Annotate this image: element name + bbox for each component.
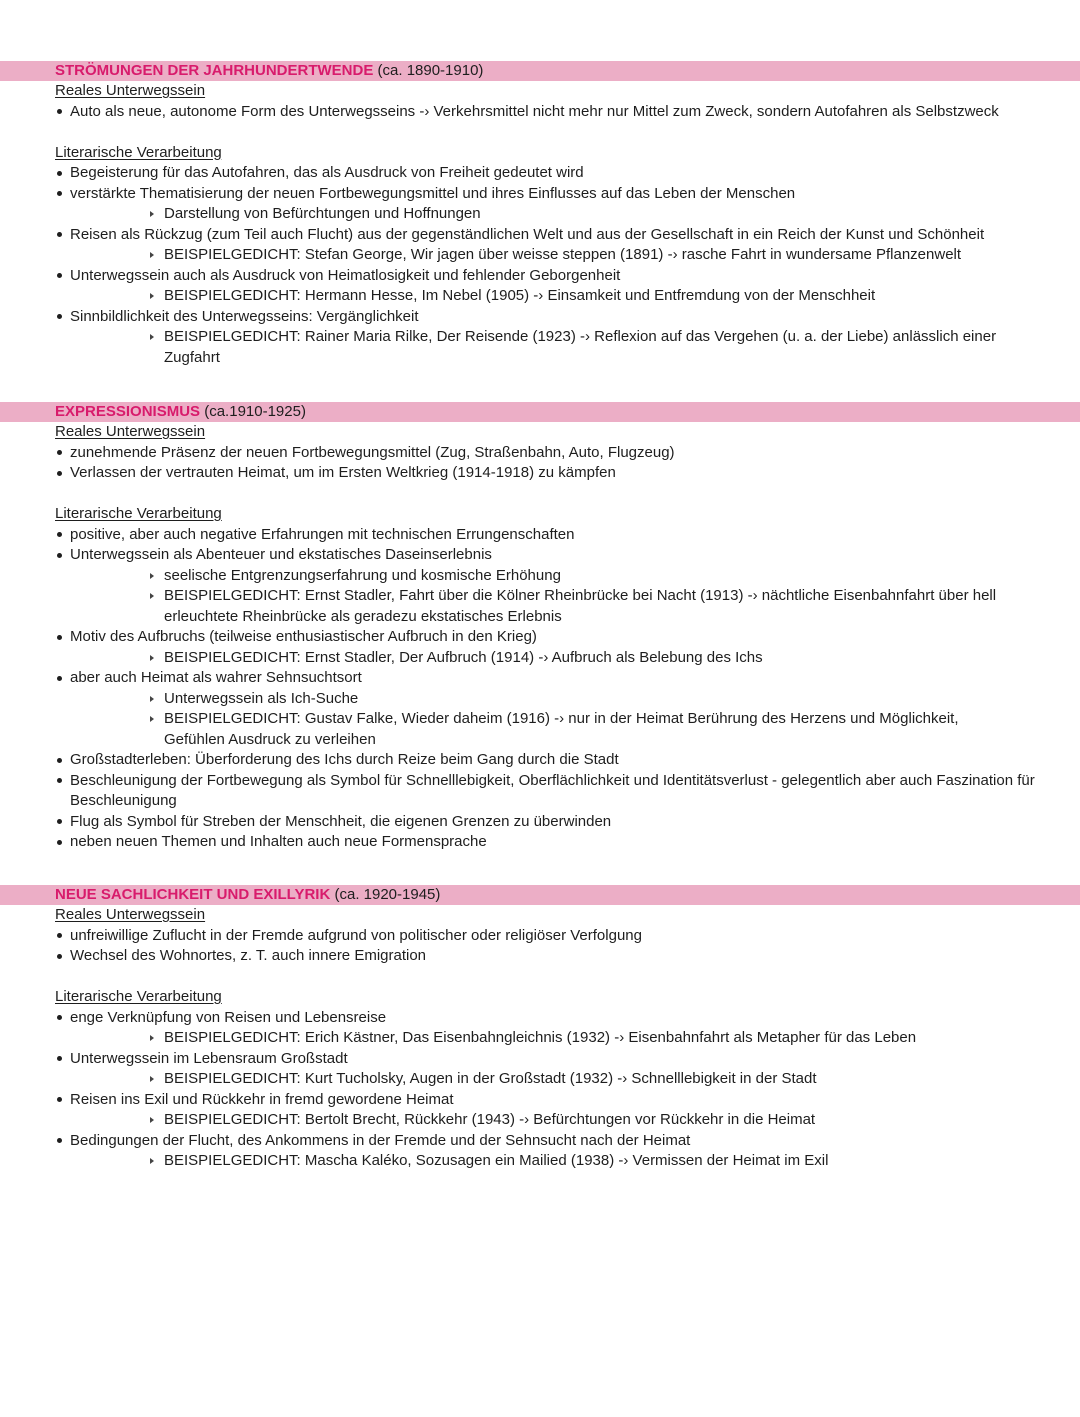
bullet-item: aber auch Heimat als wahrer Sehnsuchtsort: [0, 668, 1080, 689]
literary-list: [0, 1008, 1080, 1172]
bullet-item: neben neuen Themen und Inhalten auch neue Formensprache: [0, 832, 1080, 853]
bullet-item: Motiv des Aufbruchs (teilweise enthusiastischer Aufbruch in den Krieg): [0, 627, 1080, 648]
spacer: [0, 122, 1080, 143]
subheading-real: Reales Unterwegssein: [55, 82, 206, 99]
spacer: [0, 484, 1080, 505]
sub-bullet-item: BEISPIELGEDICHT: Gustav Falke, Wieder daheim (1916) -› nur in der Heimat Berührung des Herzens und Möglichkeit, Gefühlen Ausdruck zu verleihen: [0, 709, 1080, 750]
bullet-item: unfreiwillige Zuflucht in der Fremde aufgrund von politischer oder religiöser Verfolgung: [0, 926, 1080, 947]
bullet-item: Beschleunigung der Fortbewegung als Symbol für Schnelllebigkeit, Oberflächlichkeit und Identitätsverlust - gelegentlich aber auch Faszination für Beschleunigung: [0, 771, 1080, 812]
real-list: [0, 926, 1080, 967]
era-title: EXPRESSIONISMUS: [55, 403, 201, 420]
subheading-real: Reales Unterwegssein: [55, 423, 206, 440]
era-section: [0, 61, 1080, 368]
sub-bullet-item: BEISPIELGEDICHT: Hermann Hesse, Im Nebel (1905) -› Einsamkeit und Entfremdung von der Menschheit: [0, 286, 1080, 307]
sub-bullet-item: BEISPIELGEDICHT: Bertolt Brecht, Rückkehr (1943) -› Befürchtungen vor Rückkehr in die Heimat: [0, 1110, 1080, 1131]
era-section: [0, 402, 1080, 853]
bullet-item: Verlassen der vertrauten Heimat, um im Ersten Weltkrieg (1914-1918) zu kämpfen: [0, 463, 1080, 484]
sub-bullet-item: BEISPIELGEDICHT: Rainer Maria Rilke, Der Reisende (1923) -› Reflexion auf das Vergehen (u. a. der Liebe) anlässlich einer Zugfahrt: [0, 327, 1080, 368]
era-header: [0, 885, 1080, 905]
bullet-item: Begeisterung für das Autofahren, das als Ausdruck von Freiheit gedeutet wird: [0, 163, 1080, 184]
subheading-literary: Literarische Verarbeitung: [55, 988, 222, 1005]
bullet-item: Sinnbildlichkeit des Unterwegsseins: Vergänglichkeit: [0, 307, 1080, 328]
bullet-item: positive, aber auch negative Erfahrungen mit technischen Errungenschaften: [0, 525, 1080, 546]
era-date-range: (ca.1910-1925): [204, 403, 306, 420]
era-title: STRÖMUNGEN DER JAHRHUNDERTWENDE: [55, 62, 374, 79]
era-date-range: (ca. 1920-1945): [334, 886, 441, 903]
bullet-item: Unterwegssein auch als Ausdruck von Heimatlosigkeit und fehlender Geborgenheit: [0, 266, 1080, 287]
bullet-item: Reisen als Rückzug (zum Teil auch Flucht) aus der gegenständlichen Welt und aus der Gesellschaft in ein Reich der Kunst und Schönheit: [0, 225, 1080, 246]
bullet-item: Großstadterleben: Überforderung des Ichs durch Reize beim Gang durch die Stadt: [0, 750, 1080, 771]
era-date-range: (ca. 1890-1910): [377, 62, 484, 79]
bullet-item: Unterwegssein im Lebensraum Großstadt: [0, 1049, 1080, 1070]
sub-bullet-item: BEISPIELGEDICHT: Ernst Stadler, Fahrt über die Kölner Rheinbrücke bei Nacht (1913) -› nächtliche Eisenbahnfahrt über hell erleuchtete Rheinbrücke als geradezu ekstatisches Erlebnis: [0, 586, 1080, 627]
spacer: [0, 967, 1080, 988]
era-header: [0, 402, 1080, 422]
sub-bullet-item: BEISPIELGEDICHT: Stefan George, Wir jagen über weisse steppen (1891) -› rasche Fahrt in wundersame Pflanzenwelt: [0, 245, 1080, 266]
bullet-item: verstärkte Thematisierung der neuen Fortbewegungsmittel und ihres Einflusses auf das Leben der Menschen: [0, 184, 1080, 205]
bullet-item: zunehmende Präsenz der neuen Fortbewegungsmittel (Zug, Straßenbahn, Auto, Flugzeug): [0, 443, 1080, 464]
bullet-item: Bedingungen der Flucht, des Ankommens in der Fremde und der Sehnsucht nach der Heimat: [0, 1131, 1080, 1152]
sub-bullet-item: BEISPIELGEDICHT: Erich Kästner, Das Eisenbahngleichnis (1932) -› Eisenbahnfahrt als Metapher für das Leben: [0, 1028, 1080, 1049]
real-list: [0, 443, 1080, 484]
bullet-item: enge Verknüpfung von Reisen und Lebensreise: [0, 1008, 1080, 1029]
sub-bullet-item: BEISPIELGEDICHT: Ernst Stadler, Der Aufbruch (1914) -› Aufbruch als Belebung des Ichs: [0, 648, 1080, 669]
subheading-literary: Literarische Verarbeitung: [55, 143, 222, 161]
literary-list: [0, 163, 1080, 368]
sub-bullet-item: BEISPIELGEDICHT: Mascha Kaléko, Sozusagen ein Mailied (1938) -› Vermissen der Heimat im Exil: [0, 1151, 1080, 1172]
era-section: [0, 885, 1080, 1172]
bullet-item: Reisen ins Exil und Rückkehr in fremd gewordene Heimat: [0, 1090, 1080, 1111]
era-title: NEUE SACHLICHKEIT UND EXILLYRIK: [55, 886, 331, 903]
sub-bullet-item: BEISPIELGEDICHT: Kurt Tucholsky, Augen in der Großstadt (1932) -› Schnelllebigkeit in der Stadt: [0, 1069, 1080, 1090]
sub-bullet-item: Darstellung von Befürchtungen und Hoffnungen: [0, 204, 1080, 225]
bullet-item: Auto als neue, autonome Form des Unterwegsseins -› Verkehrsmittel nicht mehr nur Mittel zum Zweck, sondern Autofahren als Selbstzweck: [0, 102, 1080, 123]
subheading-literary: Literarische Verarbeitung: [55, 505, 222, 522]
sub-bullet-item: Unterwegssein als Ich-Suche: [0, 689, 1080, 710]
subheading-real: Reales Unterwegssein: [55, 906, 206, 923]
bullet-item: Wechsel des Wohnortes, z. T. auch innere Emigration: [0, 946, 1080, 967]
literary-list: [0, 525, 1080, 853]
real-list: [0, 102, 1080, 123]
sub-bullet-item: seelische Entgrenzungserfahrung und kosmische Erhöhung: [0, 566, 1080, 587]
bullet-item: Flug als Symbol für Streben der Menschheit, die eigenen Grenzen zu überwinden: [0, 812, 1080, 833]
era-header: [0, 61, 1080, 81]
bullet-item: Unterwegssein als Abenteuer und ekstatisches Daseinserlebnis: [0, 545, 1080, 566]
